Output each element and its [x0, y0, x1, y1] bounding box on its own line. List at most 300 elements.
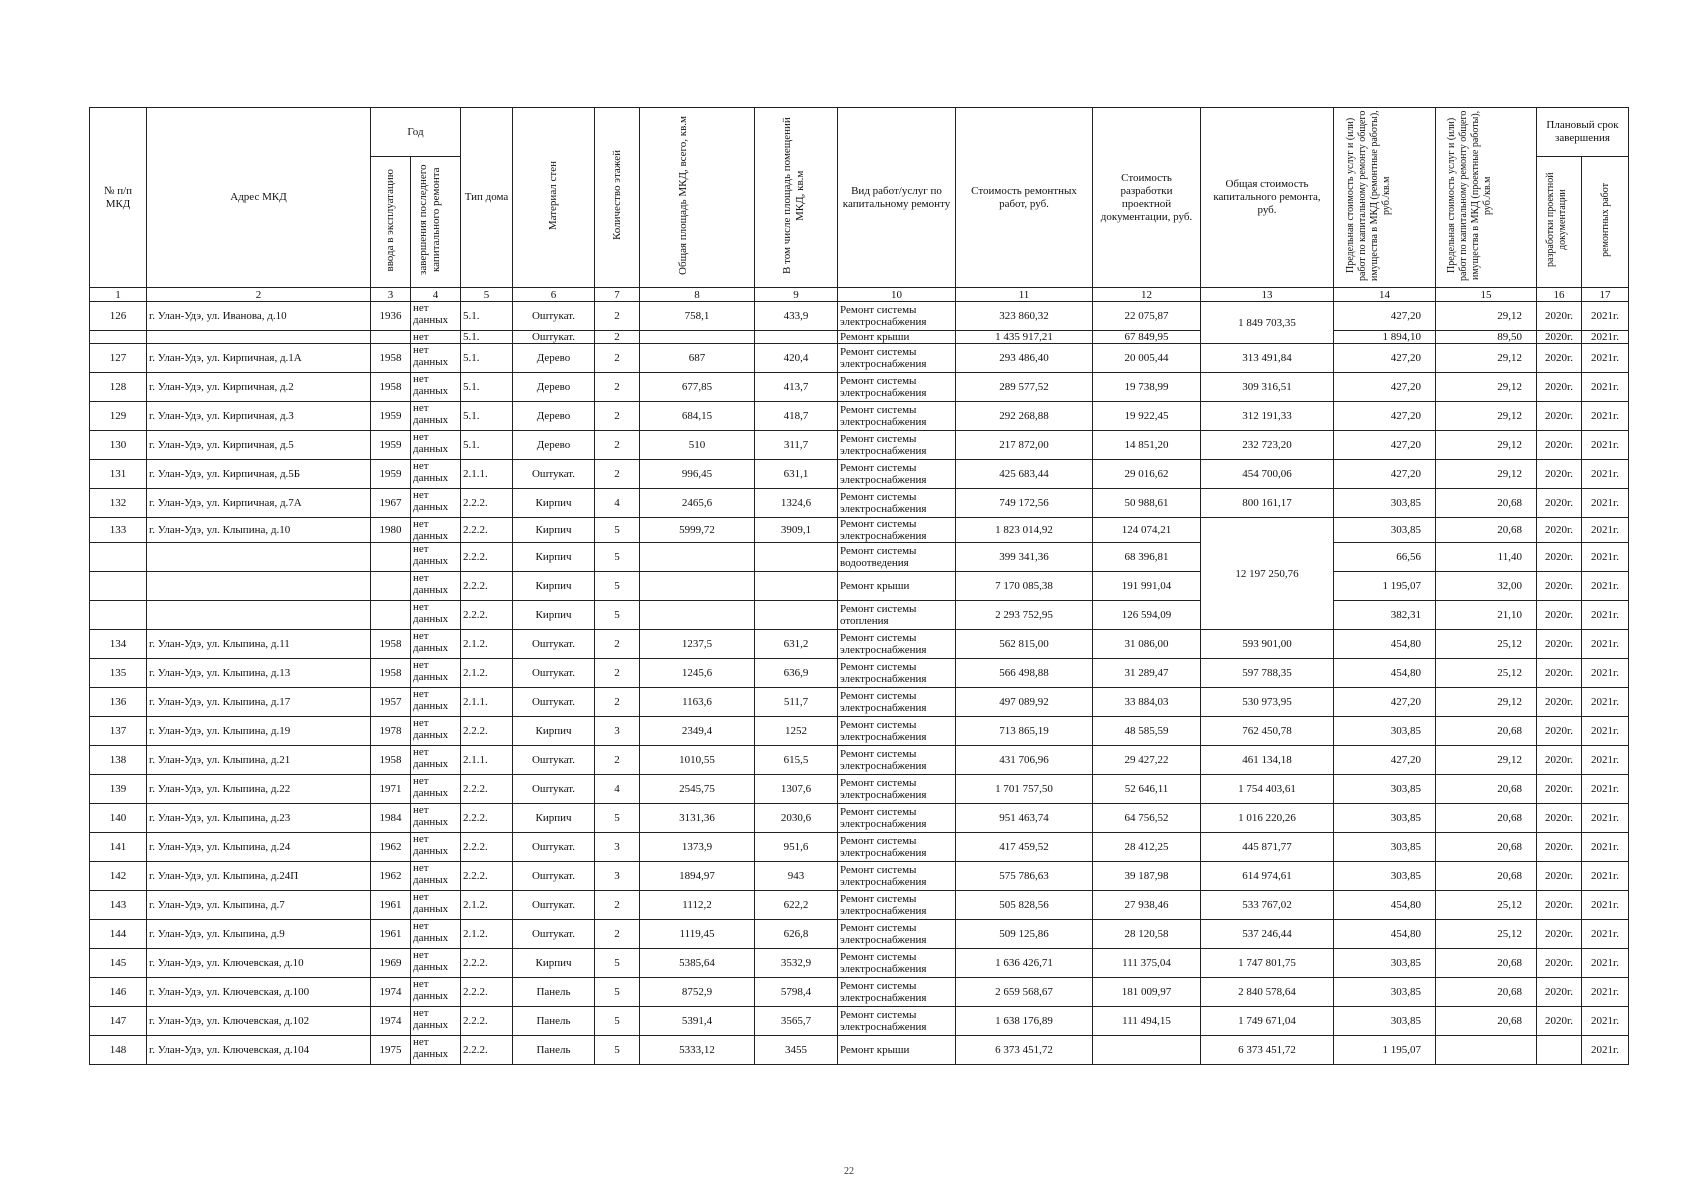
cell-plan-repair: 2021г.: [1582, 891, 1629, 920]
cell-plan-design: 2020г.: [1537, 659, 1582, 688]
cell-house-type: 2.2.2.: [461, 543, 513, 572]
cell-limit-design: 20,68: [1436, 804, 1537, 833]
column-number: 9: [755, 288, 838, 302]
cell-house-type: 2.2.2.: [461, 572, 513, 601]
cell-year-commission: [371, 572, 411, 601]
header-plan-repair: ремонтных работ: [1599, 183, 1611, 257]
cell-premises-area: 622,2: [755, 891, 838, 920]
cell-address: г. Улан-Удэ, ул. Клыпина, д.23: [147, 804, 371, 833]
cell-plan-design: 2020г.: [1537, 344, 1582, 373]
cell-year-last-repair: нет данных: [411, 518, 461, 543]
cell-plan-design: 2020г.: [1537, 331, 1582, 344]
cell-premises-area: 511,7: [755, 688, 838, 717]
cell-wall-material: Панель: [513, 1036, 595, 1065]
cell-address: г. Улан-Удэ, ул. Клыпина, д.7: [147, 891, 371, 920]
cell-floors: 2: [595, 746, 640, 775]
table-row: [90, 344, 1629, 373]
cell-house-type: 2.2.2.: [461, 804, 513, 833]
cell-year-commission: [371, 601, 411, 630]
cell-house-type: 2.2.2.: [461, 833, 513, 862]
cell-repair-cost: 575 786,63: [956, 862, 1093, 891]
cell-row-number: 136: [90, 688, 147, 717]
table-row: [90, 601, 1629, 630]
cell-premises-area: 1307,6: [755, 775, 838, 804]
cell-year-last-repair: нет данных: [411, 920, 461, 949]
cell-address: [147, 543, 371, 572]
cell-row-number: 132: [90, 489, 147, 518]
cell-row-number: 127: [90, 344, 147, 373]
cell-plan-design: 2020г.: [1537, 688, 1582, 717]
cell-work-type: Ремонт крыши: [838, 331, 956, 344]
cell-limit-repair: 382,31: [1334, 601, 1436, 630]
cell-work-type: Ремонт системы электроснабжения: [838, 489, 956, 518]
cell-floors: 5: [595, 518, 640, 543]
cell-limit-repair: 1 195,07: [1334, 572, 1436, 601]
cell-limit-design: 29,12: [1436, 688, 1537, 717]
cell-floors: 2: [595, 373, 640, 402]
cell-house-type: 2.2.2.: [461, 717, 513, 746]
cell-wall-material: Дерево: [513, 373, 595, 402]
cell-address: г. Улан-Удэ, ул. Кирпичная, д.1А: [147, 344, 371, 373]
cell-design-cost: 31 086,00: [1093, 630, 1201, 659]
cell-floors: 3: [595, 833, 640, 862]
cell-plan-design: [1537, 1036, 1582, 1065]
column-number: 1: [90, 288, 147, 302]
cell-floors: 5: [595, 543, 640, 572]
table-header: [90, 108, 1629, 302]
cell-year-last-repair: нет данных: [411, 862, 461, 891]
cell-plan-repair: 2021г.: [1582, 543, 1629, 572]
cell-total-cost: 1 747 801,75: [1201, 949, 1334, 978]
cell-year-commission: 1975: [371, 1036, 411, 1065]
cell-year-last-repair: нет данных: [411, 949, 461, 978]
cell-house-type: 2.2.2.: [461, 862, 513, 891]
cell-total-area: 5999,72: [640, 518, 755, 543]
table-row: [90, 1036, 1629, 1065]
cell-house-type: 2.2.2.: [461, 518, 513, 543]
cell-plan-design: 2020г.: [1537, 601, 1582, 630]
cell-row-number: 147: [90, 1007, 147, 1036]
cell-repair-cost: 425 683,44: [956, 460, 1093, 489]
cell-address: г. Улан-Удэ, ул. Клыпина, д.24: [147, 833, 371, 862]
cell-total-area: 2349,4: [640, 717, 755, 746]
column-number: 8: [640, 288, 755, 302]
cell-plan-design: 2020г.: [1537, 775, 1582, 804]
cell-total-area: [640, 543, 755, 572]
cell-work-type: Ремонт системы электроснабжения: [838, 717, 956, 746]
cell-year-commission: 1959: [371, 402, 411, 431]
cell-address: г. Улан-Удэ, ул. Клыпина, д.13: [147, 659, 371, 688]
column-number: 6: [513, 288, 595, 302]
table-row: [90, 518, 1629, 543]
cell-plan-repair: 2021г.: [1582, 775, 1629, 804]
cell-year-last-repair: нет данных: [411, 302, 461, 331]
cell-house-type: 2.2.2.: [461, 978, 513, 1007]
cell-limit-repair: 427,20: [1334, 746, 1436, 775]
cell-design-cost: 67 849,95: [1093, 331, 1201, 344]
cell-address: г. Улан-Удэ, ул. Клыпина, д.11: [147, 630, 371, 659]
header-premises-area: В том числе площадь помещений МКД, кв.м: [781, 117, 806, 274]
cell-row-number: [90, 601, 147, 630]
cell-year-last-repair: нет данных: [411, 833, 461, 862]
header-work-type: Вид работ/услуг по капитальному ремонту: [838, 108, 956, 288]
cell-total-cost: 445 871,77: [1201, 833, 1334, 862]
cell-plan-design: 2020г.: [1537, 949, 1582, 978]
cell-house-type: 2.2.2.: [461, 489, 513, 518]
cell-premises-area: [755, 601, 838, 630]
cell-design-cost: 111 494,15: [1093, 1007, 1201, 1036]
header-limit-repair: Предельная стоимость услуг и (или) работ по капитальному ремонту общего имущества в МКД (ремонтные работы), руб./кв.м: [1344, 110, 1392, 281]
header-total-cost: Общая стоимость капитального ремонта, руб.: [1201, 108, 1334, 288]
cell-floors: 2: [595, 630, 640, 659]
cell-plan-repair: 2021г.: [1582, 601, 1629, 630]
cell-year-last-repair: нет данных: [411, 543, 461, 572]
table-row: [90, 746, 1629, 775]
cell-address: г. Улан-Удэ, ул. Клыпина, д.21: [147, 746, 371, 775]
cell-wall-material: Оштукат.: [513, 746, 595, 775]
column-number: 5: [461, 288, 513, 302]
cell-row-number: 140: [90, 804, 147, 833]
cell-address: г. Улан-Удэ, ул. Кирпичная, д.5: [147, 431, 371, 460]
cell-design-cost: 111 375,04: [1093, 949, 1201, 978]
cell-total-area: 996,45: [640, 460, 755, 489]
cell-design-cost: 39 187,98: [1093, 862, 1201, 891]
cell-total-area: 5385,64: [640, 949, 755, 978]
cell-year-commission: 1958: [371, 746, 411, 775]
cell-premises-area: 3455: [755, 1036, 838, 1065]
cell-total-cost: 1 849 703,35: [1201, 302, 1334, 344]
cell-total-area: 1112,2: [640, 891, 755, 920]
cell-year-commission: 1936: [371, 302, 411, 331]
cell-repair-cost: 562 815,00: [956, 630, 1093, 659]
cell-house-type: 2.2.2.: [461, 601, 513, 630]
table-row: [90, 949, 1629, 978]
cell-total-cost: 312 191,33: [1201, 402, 1334, 431]
cell-year-last-repair: нет данных: [411, 344, 461, 373]
cell-row-number: 135: [90, 659, 147, 688]
cell-house-type: 2.2.2.: [461, 1036, 513, 1065]
table-row: [90, 775, 1629, 804]
cell-address: г. Улан-Удэ, ул. Ключевская, д.10: [147, 949, 371, 978]
cell-design-cost: 19 922,45: [1093, 402, 1201, 431]
table-row: [90, 331, 1629, 344]
cell-work-type: Ремонт системы электроснабжения: [838, 373, 956, 402]
cell-work-type: Ремонт системы электроснабжения: [838, 1007, 956, 1036]
cell-work-type: Ремонт крыши: [838, 572, 956, 601]
cell-total-area: 8752,9: [640, 978, 755, 1007]
cell-total-area: 510: [640, 431, 755, 460]
cell-plan-design: 2020г.: [1537, 862, 1582, 891]
cell-row-number: 129: [90, 402, 147, 431]
cell-premises-area: [755, 331, 838, 344]
cell-repair-cost: 749 172,56: [956, 489, 1093, 518]
cell-premises-area: 626,8: [755, 920, 838, 949]
cell-limit-repair: 303,85: [1334, 775, 1436, 804]
cell-floors: 5: [595, 1007, 640, 1036]
cell-total-cost: 614 974,61: [1201, 862, 1334, 891]
cell-floors: 3: [595, 717, 640, 746]
column-number: 14: [1334, 288, 1436, 302]
cell-wall-material: Оштукат.: [513, 688, 595, 717]
cell-floors: 4: [595, 489, 640, 518]
cell-address: г. Улан-Удэ, ул. Кирпичная, д.7А: [147, 489, 371, 518]
cell-limit-design: 29,12: [1436, 344, 1537, 373]
cell-premises-area: 3532,9: [755, 949, 838, 978]
cell-total-area: 1245,6: [640, 659, 755, 688]
header-year-commission: ввода в эксплуатацию: [384, 168, 396, 272]
cell-year-commission: 1961: [371, 891, 411, 920]
cell-design-cost: 52 646,11: [1093, 775, 1201, 804]
cell-year-last-repair: нет данных: [411, 688, 461, 717]
table-row: [90, 862, 1629, 891]
cell-total-cost: 309 316,51: [1201, 373, 1334, 402]
cell-plan-design: 2020г.: [1537, 630, 1582, 659]
cell-limit-repair: 303,85: [1334, 518, 1436, 543]
cell-repair-cost: 217 872,00: [956, 431, 1093, 460]
header-wall-material: Материал стен: [547, 160, 559, 231]
cell-floors: 2: [595, 431, 640, 460]
cell-plan-repair: 2021г.: [1582, 572, 1629, 601]
cell-total-cost: 537 246,44: [1201, 920, 1334, 949]
cell-repair-cost: 293 486,40: [956, 344, 1093, 373]
cell-work-type: Ремонт системы электроснабжения: [838, 775, 956, 804]
cell-limit-repair: 303,85: [1334, 833, 1436, 862]
cell-total-cost: 593 901,00: [1201, 630, 1334, 659]
cell-total-cost: 6 373 451,72: [1201, 1036, 1334, 1065]
header-repair-cost: Стоимость ремонтных работ, руб.: [956, 108, 1093, 288]
cell-wall-material: Дерево: [513, 344, 595, 373]
cell-plan-design: 2020г.: [1537, 978, 1582, 1007]
cell-row-number: 126: [90, 302, 147, 331]
cell-row-number: 145: [90, 949, 147, 978]
cell-repair-cost: 323 860,32: [956, 302, 1093, 331]
cell-floors: 2: [595, 402, 640, 431]
column-number: 16: [1537, 288, 1582, 302]
table-row: [90, 1007, 1629, 1036]
cell-wall-material: Панель: [513, 978, 595, 1007]
cell-repair-cost: 566 498,88: [956, 659, 1093, 688]
cell-row-number: 141: [90, 833, 147, 862]
cell-work-type: Ремонт крыши: [838, 1036, 956, 1065]
cell-wall-material: Оштукат.: [513, 460, 595, 489]
cell-row-number: 134: [90, 630, 147, 659]
cell-total-area: 684,15: [640, 402, 755, 431]
cell-limit-design: 20,68: [1436, 833, 1537, 862]
cell-design-cost: 181 009,97: [1093, 978, 1201, 1007]
cell-design-cost: 31 289,47: [1093, 659, 1201, 688]
cell-year-last-repair: нет данных: [411, 572, 461, 601]
cell-wall-material: Кирпич: [513, 601, 595, 630]
cell-plan-design: 2020г.: [1537, 717, 1582, 746]
cell-plan-design: 2020г.: [1537, 402, 1582, 431]
cell-wall-material: Оштукат.: [513, 659, 595, 688]
cell-repair-cost: 1 638 176,89: [956, 1007, 1093, 1036]
cell-work-type: Ремонт системы электроснабжения: [838, 746, 956, 775]
cell-limit-repair: 427,20: [1334, 460, 1436, 489]
cell-floors: 2: [595, 460, 640, 489]
cell-total-cost: 461 134,18: [1201, 746, 1334, 775]
cell-limit-repair: 454,80: [1334, 630, 1436, 659]
cell-wall-material: Оштукат.: [513, 331, 595, 344]
cell-total-cost: 762 450,78: [1201, 717, 1334, 746]
cell-plan-repair: 2021г.: [1582, 862, 1629, 891]
header-year: Год: [371, 108, 461, 157]
cell-plan-design: 2020г.: [1537, 543, 1582, 572]
cell-plan-repair: 2021г.: [1582, 302, 1629, 331]
cell-wall-material: Кирпич: [513, 572, 595, 601]
cell-premises-area: 420,4: [755, 344, 838, 373]
cell-limit-repair: 303,85: [1334, 862, 1436, 891]
cell-year-commission: 1958: [371, 373, 411, 402]
cell-address: г. Улан-Удэ, ул. Клыпина, д.22: [147, 775, 371, 804]
cell-limit-design: 20,68: [1436, 489, 1537, 518]
cell-year-commission: 1958: [371, 659, 411, 688]
cell-floors: 5: [595, 601, 640, 630]
cell-floors: 5: [595, 572, 640, 601]
cell-plan-design: 2020г.: [1537, 373, 1582, 402]
cell-limit-repair: 303,85: [1334, 489, 1436, 518]
cell-total-area: 5391,4: [640, 1007, 755, 1036]
cell-wall-material: Оштукат.: [513, 630, 595, 659]
cell-year-last-repair: нет данных: [411, 489, 461, 518]
cell-house-type: 5.1.: [461, 402, 513, 431]
header-address: Адрес МКД: [147, 108, 371, 288]
cell-design-cost: 27 938,46: [1093, 891, 1201, 920]
cell-year-commission: 1962: [371, 862, 411, 891]
cell-year-last-repair: нет данных: [411, 460, 461, 489]
cell-plan-repair: 2021г.: [1582, 431, 1629, 460]
cell-plan-repair: 2021г.: [1582, 331, 1629, 344]
cell-total-cost: 533 767,02: [1201, 891, 1334, 920]
cell-wall-material: Оштукат.: [513, 891, 595, 920]
cell-year-last-repair: нет данных: [411, 978, 461, 1007]
column-number: 3: [371, 288, 411, 302]
cell-work-type: Ремонт системы электроснабжения: [838, 862, 956, 891]
cell-address: г. Улан-Удэ, ул. Иванова, д.10: [147, 302, 371, 331]
table-row: [90, 489, 1629, 518]
cell-address: [147, 331, 371, 344]
cell-work-type: Ремонт системы электроснабжения: [838, 978, 956, 1007]
cell-row-number: 133: [90, 518, 147, 543]
cell-row-number: [90, 543, 147, 572]
cell-premises-area: [755, 543, 838, 572]
cell-floors: 5: [595, 949, 640, 978]
cell-year-last-repair: нет: [411, 331, 461, 344]
cell-limit-design: 25,12: [1436, 891, 1537, 920]
cell-address: г. Улан-Удэ, ул. Кирпичная, д.2: [147, 373, 371, 402]
table-row: [90, 833, 1629, 862]
cell-repair-cost: 7 170 085,38: [956, 572, 1093, 601]
cell-work-type: Ремонт системы электроснабжения: [838, 659, 956, 688]
cell-work-type: Ремонт системы электроснабжения: [838, 630, 956, 659]
column-number: 10: [838, 288, 956, 302]
header-floors: Количество этажей: [610, 150, 623, 241]
cell-repair-cost: 497 089,92: [956, 688, 1093, 717]
cell-work-type: Ремонт системы электроснабжения: [838, 344, 956, 373]
cell-design-cost: 191 991,04: [1093, 572, 1201, 601]
cell-house-type: 5.1.: [461, 344, 513, 373]
cell-total-cost: 800 161,17: [1201, 489, 1334, 518]
cell-floors: 2: [595, 331, 640, 344]
cell-work-type: Ремонт системы электроснабжения: [838, 688, 956, 717]
cell-house-type: 2.1.2.: [461, 891, 513, 920]
cell-year-last-repair: нет данных: [411, 717, 461, 746]
cell-repair-cost: 2 659 568,67: [956, 978, 1093, 1007]
cell-year-last-repair: нет данных: [411, 746, 461, 775]
cell-design-cost: 19 738,99: [1093, 373, 1201, 402]
cell-limit-design: 89,50: [1436, 331, 1537, 344]
cell-floors: 2: [595, 302, 640, 331]
table-row: [90, 804, 1629, 833]
cell-work-type: Ремонт системы электроснабжения: [838, 804, 956, 833]
cell-wall-material: Оштукат.: [513, 775, 595, 804]
cell-year-last-repair: нет данных: [411, 1007, 461, 1036]
cell-plan-design: 2020г.: [1537, 489, 1582, 518]
cell-limit-design: 20,68: [1436, 978, 1537, 1007]
cell-premises-area: 3565,7: [755, 1007, 838, 1036]
cell-plan-design: 2020г.: [1537, 804, 1582, 833]
header-limit-design: Предельная стоимость услуг и (или) работ по капитальному ремонту общего имущества в МКД (проектные работы), руб./кв.м: [1446, 110, 1493, 281]
cell-house-type: 2.1.2.: [461, 659, 513, 688]
cell-plan-design: 2020г.: [1537, 920, 1582, 949]
cell-year-last-repair: нет данных: [411, 373, 461, 402]
cell-row-number: 130: [90, 431, 147, 460]
cell-design-cost: 28 120,58: [1093, 920, 1201, 949]
cell-design-cost: 68 396,81: [1093, 543, 1201, 572]
cell-wall-material: Кирпич: [513, 717, 595, 746]
header-num: № п/п МКД: [90, 108, 147, 288]
cell-repair-cost: 2 293 752,95: [956, 601, 1093, 630]
cell-repair-cost: 713 865,19: [956, 717, 1093, 746]
cell-total-cost: 1 754 403,61: [1201, 775, 1334, 804]
cell-year-last-repair: нет данных: [411, 659, 461, 688]
cell-address: г. Улан-Удэ, ул. Кирпичная, д.3: [147, 402, 371, 431]
cell-year-last-repair: нет данных: [411, 804, 461, 833]
cell-floors: 5: [595, 1036, 640, 1065]
column-number: 11: [956, 288, 1093, 302]
cell-plan-repair: 2021г.: [1582, 344, 1629, 373]
cell-limit-design: 20,68: [1436, 518, 1537, 543]
cell-house-type: 2.1.1.: [461, 746, 513, 775]
cell-year-commission: 1969: [371, 949, 411, 978]
cell-plan-repair: 2021г.: [1582, 920, 1629, 949]
cell-work-type: Ремонт системы электроснабжения: [838, 920, 956, 949]
cell-design-cost: 48 585,59: [1093, 717, 1201, 746]
cell-plan-repair: 2021г.: [1582, 1036, 1629, 1065]
cell-total-cost: 454 700,06: [1201, 460, 1334, 489]
cell-plan-repair: 2021г.: [1582, 518, 1629, 543]
table-row: [90, 630, 1629, 659]
cell-year-commission: 1984: [371, 804, 411, 833]
cell-limit-design: 29,12: [1436, 373, 1537, 402]
header-plan-design: разработки проектной документации: [1545, 172, 1568, 268]
table-row: [90, 373, 1629, 402]
cell-plan-repair: 2021г.: [1582, 489, 1629, 518]
cell-address: г. Улан-Удэ, ул. Ключевская, д.104: [147, 1036, 371, 1065]
cell-limit-repair: 303,85: [1334, 949, 1436, 978]
cell-house-type: 2.1.1.: [461, 688, 513, 717]
table-row: [90, 460, 1629, 489]
cell-total-cost: 1 749 671,04: [1201, 1007, 1334, 1036]
cell-total-area: 1163,6: [640, 688, 755, 717]
cell-total-cost: 12 197 250,76: [1201, 518, 1334, 630]
cell-plan-repair: 2021г.: [1582, 460, 1629, 489]
cell-floors: 2: [595, 920, 640, 949]
cell-design-cost: 29 016,62: [1093, 460, 1201, 489]
column-number: 15: [1436, 288, 1537, 302]
cell-limit-design: 29,12: [1436, 302, 1537, 331]
cell-premises-area: 615,5: [755, 746, 838, 775]
